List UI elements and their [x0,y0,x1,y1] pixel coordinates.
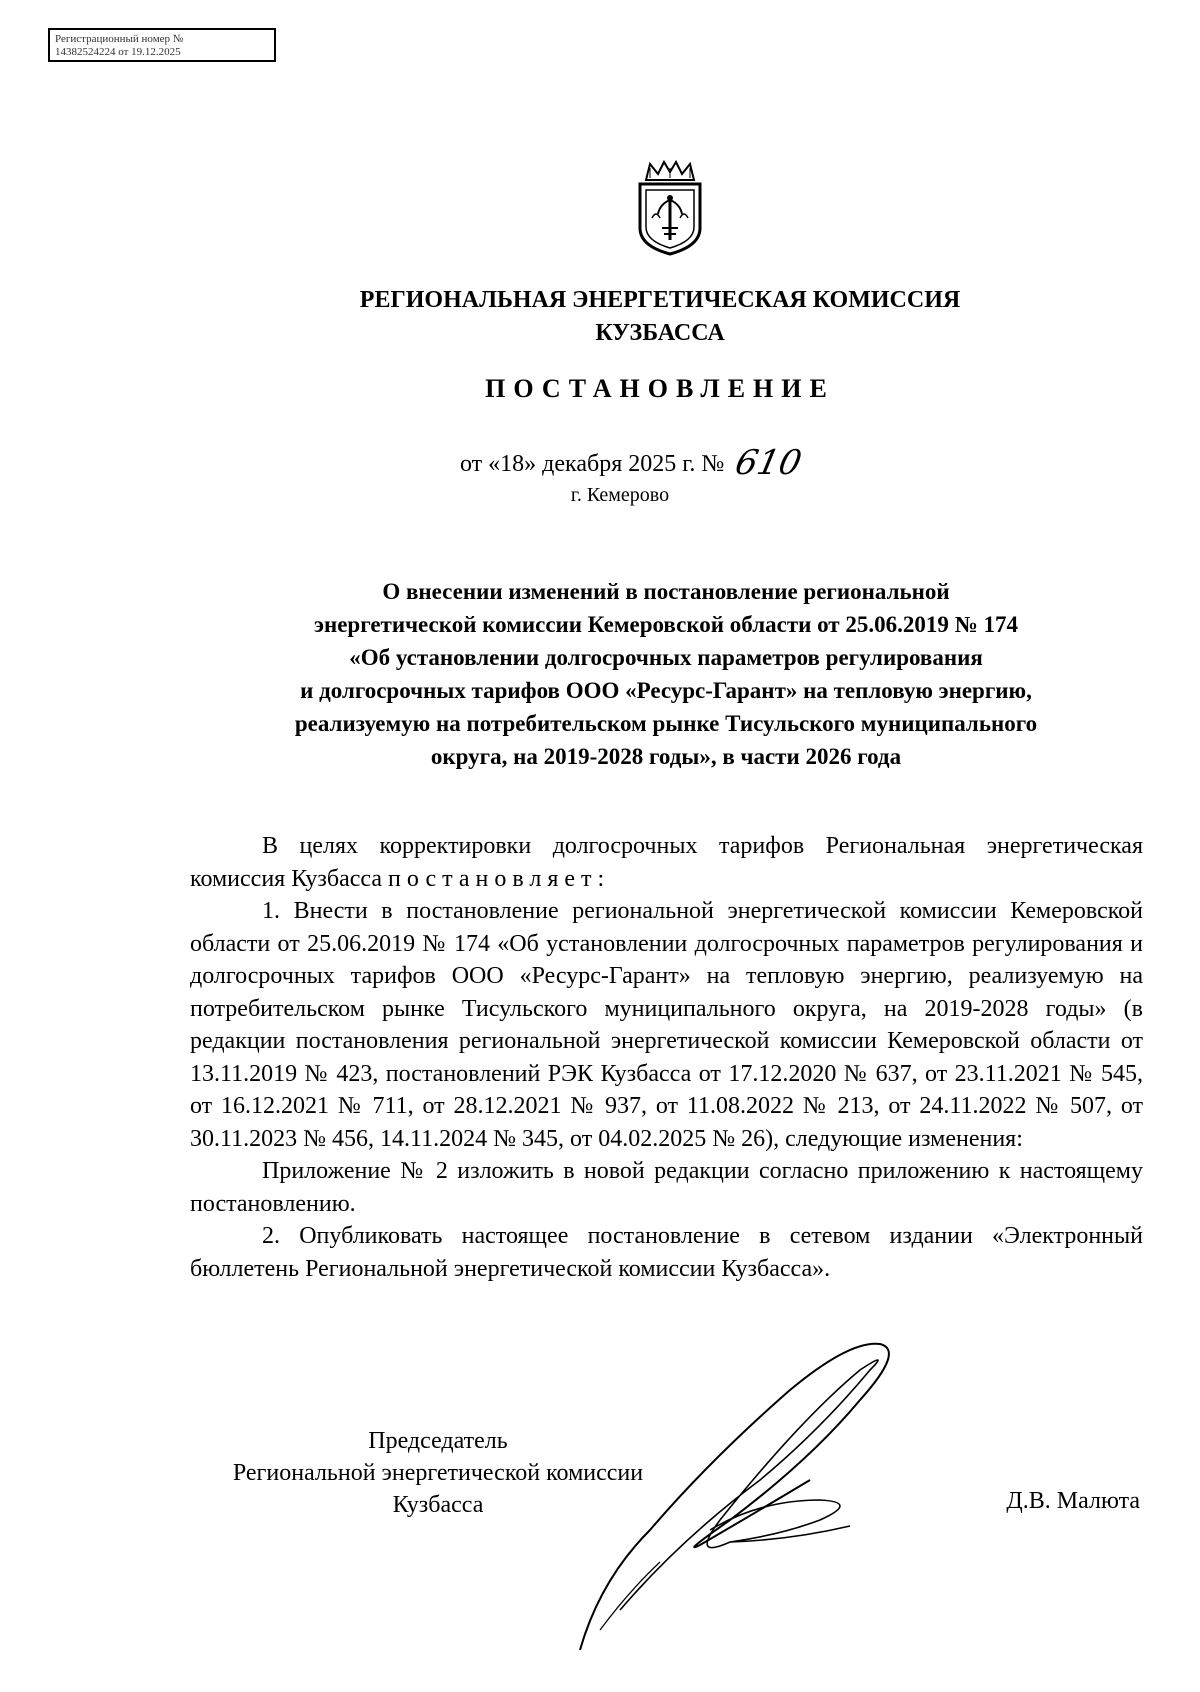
item-1-sub-paragraph: Приложение № 2 изложить в новой редакции согласно приложению к настоящему постановлению. [190,1158,1143,1217]
registration-number: 14382524224 от 19.12.2025 [55,46,181,58]
signer-position-line: Региональной энергетической комиссии [232,1460,644,1486]
org-line-1: РЕГИОНАЛЬНАЯ ЭНЕРГЕТИЧЕСКАЯ КОМИССИЯ [359,287,961,313]
signer-position-line: Председатель [368,1428,508,1454]
document-number: 610 [732,443,806,483]
registration-label: Регистрационный номер № [55,33,184,45]
title-line: округа, на 2019-2028 годы», в части 2026 года [430,744,902,769]
signer-position-line: Кузбасса [392,1492,484,1518]
intro-paragraph [190,830,1143,895]
document-type: ПОСТАНОВЛЕНИЕ [485,374,835,403]
intro-text: В целях корректировки долгосрочных тарифов Региональная энергетическая комиссия Кузбасса [190,833,1143,892]
document-city: г. Кемерово [570,484,670,506]
title-line: и долгосрочных тарифов ООО «Ресурс-Гарант» на тепловую энергию, [300,678,1032,703]
title-line: энергетической комиссии Кемеровской области от 25.06.2019 № 174 [314,612,1018,637]
title-line: реализуемую на потребительском рынке Тисульского муниципального [294,711,1038,736]
document-body [190,830,1143,1285]
organization-name [260,284,1060,350]
intro-verb: постановляет: [388,865,611,892]
kuzbass-coat-of-arms-icon [630,158,710,258]
item-1-paragraph: 1. Внести в постановление региональной энергетической комиссии Кемеровской области от 25.06.2019 № 174 «Об установлении долгосрочных параметров регулирования и долгосрочных тарифов ООО «Ресурс-Гарант» на тепловую энергию, реализуемую на потребительском рынке Тисульского муниципального округа, на 2019-2028 годы» (в редакции постановления региональной энергетической комиссии Кемеровской области от 13.11.2019 № 423, постановлений РЭК Кузбасса от 17.12.2020 № 637, от 23.11.2021 № 545, от 16.12.2021 № 711, от 28.12.2021 № 937, от 11.08.2022 № 213, от 24.11.2022 № 507, от 30.11.2023 № 456, 14.11.2024 № 345, от 04.02.2025 № 26), следующие изменения: [190,898,1143,1152]
document-title [196,575,1136,773]
title-line: О внесении изменений в постановление региональной [382,579,950,604]
org-line-2: КУЗБАССА [595,320,725,346]
handwritten-signature [560,1330,940,1660]
registration-stamp [48,28,276,62]
signer-name: Д.В. Малюта [1006,1488,1140,1514]
document-date-line [460,443,880,483]
document-date: от «18» декабря 2025 г. № [460,451,725,477]
item-2-paragraph: 2. Опубликовать настоящее постановление в сетевом издании «Электронный бюллетень Региональной энергетической комиссии Кузбасса». [190,1223,1143,1282]
title-line: «Об установлении долгосрочных параметров регулирования [349,645,983,670]
